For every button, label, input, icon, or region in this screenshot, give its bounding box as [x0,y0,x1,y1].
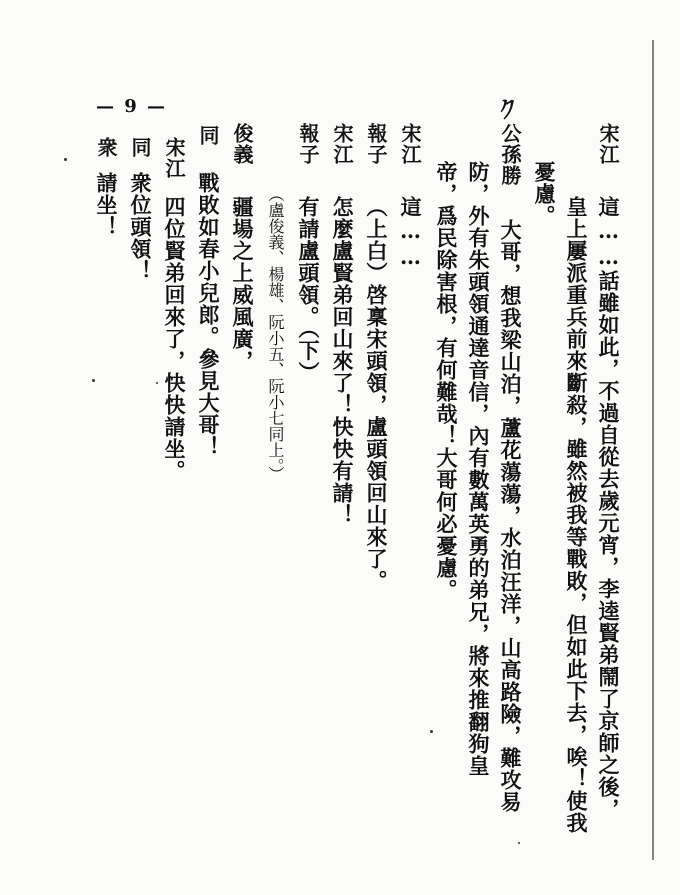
dialogue-line: 防，外有朱頭領通達音信，內有數萬英勇的弟兄，將來推翻狗皇 [466,161,491,777]
dialogue-line: 衆位頭領！ [128,172,153,282]
dialogue-line: 這……話雖如此，不過自從去歲元宵，李逵賢弟鬧了京師之後， [596,196,621,820]
dialogue-line: 四位賢弟回來了，快快請坐。 [162,196,187,482]
speaker-label: 宋江 [162,137,186,179]
speaker-label: 宋江 [596,123,620,165]
scan-speck [64,158,67,161]
dialogue-line: 疆場之上威風廣， [230,196,255,372]
stage-direction: （盧俊義、楊雄、阮小五、阮小七同上。） [266,186,285,482]
scan-speck [518,842,520,844]
scan-speck [430,730,433,733]
page-edge-shadow [652,40,654,860]
speaker-label: 宋江 [330,123,354,165]
dialogue-line: 怎麼盧賢弟回山來了！快快有請！ [330,196,355,526]
speaker-label: 公孫勝 [498,123,522,186]
speaker-label: 同 [128,137,152,158]
dialogue-line: 帝，爲民除害根，有何難哉！大哥何必憂慮。 [434,161,459,601]
dialogue-line: 請坐！ [94,172,119,238]
dialogue-line: 這…… [398,196,423,270]
dialogue-line: 大哥，想我梁山泊，蘆花蕩蕩，水泊汪洋，山高路險，難攻易 [498,219,523,813]
scan-speck [92,379,95,382]
scan-speck [156,382,158,384]
dialogue-line: （上白）啓稟宋頭領，盧頭領回山來了。 [364,196,389,592]
page-number: — 9 — [96,96,168,117]
speaker-label: 報子 [296,123,320,165]
speaker-label: 俊義 [230,123,254,165]
speaker-label: 同 [196,125,220,146]
dialogue-line: 有請盧頭領。（下） [296,196,321,384]
speaker-label: 報子 [364,123,388,165]
speaker-label: 宋江 [398,123,422,165]
speaker-label: 衆 [94,137,118,158]
dialogue-line: 憂慮。 [532,161,557,227]
dialogue-line: 戰敗如春小兒郎。參見大哥！ [196,172,221,458]
dialogue-line: 皇上屢派重兵前來斷殺，雖然被我等戰敗，但如此下去，唉！使我 [564,196,589,834]
handwritten-mark: ク [493,92,524,125]
